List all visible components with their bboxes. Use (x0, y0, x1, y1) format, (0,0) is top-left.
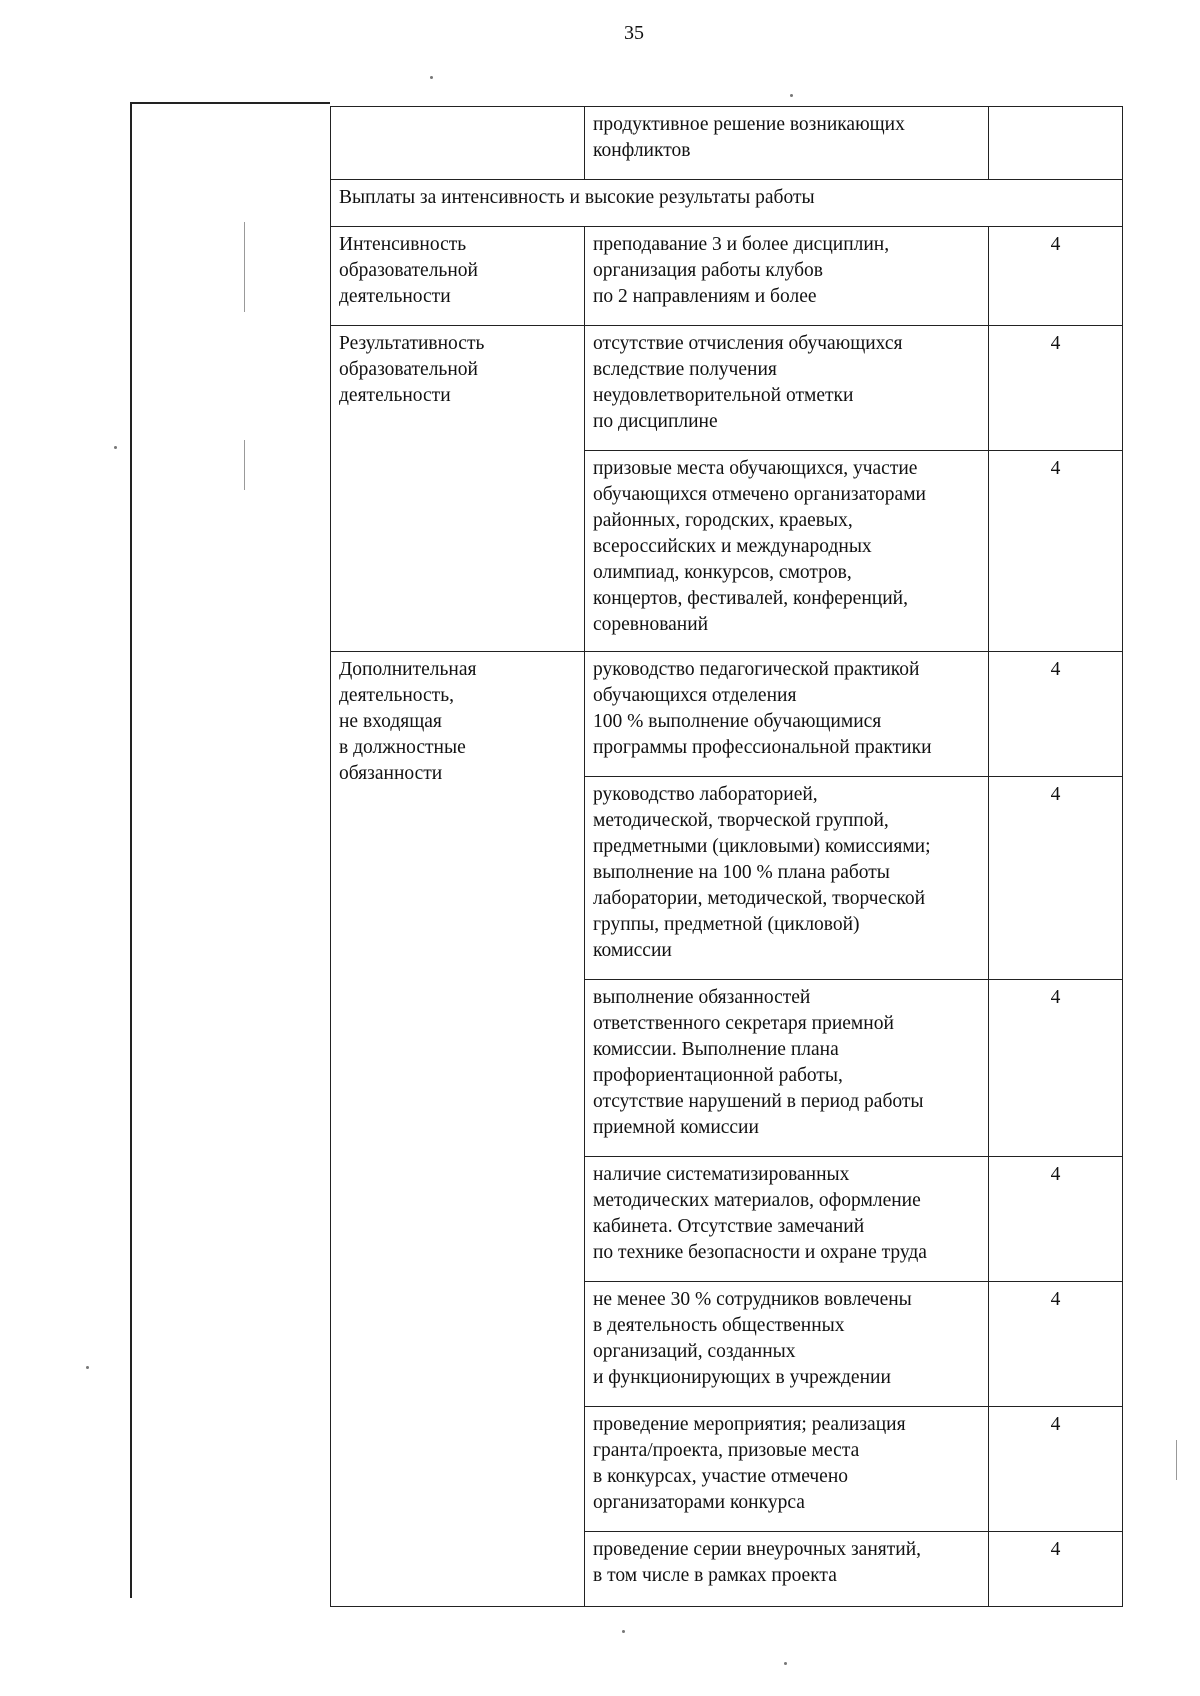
table-row (331, 107, 1123, 180)
scan-mark (1176, 1440, 1177, 1480)
left-margin-line (130, 102, 132, 1598)
scan-mark (244, 440, 245, 490)
indicator-cell: Результативность образовательной деятельности (331, 326, 585, 652)
table-row (331, 227, 1123, 326)
indicator-cell (331, 107, 585, 180)
criterion-cell: выполнение обязанностей ответственного секретаря приемной комиссии. Выполнение плана профориентационной работы, отсутствие нарушений в период работы приемной комиссии (585, 980, 989, 1157)
criterion-cell: руководство педагогической практикой обучающихся отделения 100 % выполнение обучающимися программы профессиональной практики (585, 652, 989, 777)
scan-speck (114, 446, 117, 449)
scan-mark (244, 222, 245, 312)
scan-speck (430, 76, 433, 79)
page-number: 35 (624, 22, 644, 44)
points-cell (989, 107, 1123, 180)
points-cell: 4 (989, 777, 1123, 980)
criterion-cell: преподавание 3 и более дисциплин, организация работы клубов по 2 направлениям и более (585, 227, 989, 326)
criteria-table (330, 106, 1123, 1607)
criterion-cell: проведение мероприятия; реализация гранта/проекта, призовые места в конкурсах, участие отмечено организаторами конкурса (585, 1407, 989, 1532)
points-cell: 4 (989, 451, 1123, 652)
scan-speck (784, 1662, 787, 1665)
section-row (331, 180, 1123, 227)
table-row (331, 326, 1123, 451)
criterion-cell: призовые места обучающихся, участие обучающихся отмечено организаторами районных, городских, краевых, всероссийских и международных олимпиад, конкурсов, смотров, концертов, фестивалей, конференций, соревнований (585, 451, 989, 652)
criterion-cell: руководство лабораторией, методической, творческой группой, предметными (цикловыми) комиссиями; выполнение на 100 % плана работы лаборатории, методической, творческой группы, предметной (цикловой) комиссии (585, 777, 989, 980)
points-cell: 4 (989, 1282, 1123, 1407)
scan-speck (790, 94, 793, 97)
criterion-cell: отсутствие отчисления обучающихся вследствие получения неудовлетворительной отметки по дисциплине (585, 326, 989, 451)
criterion-cell: наличие систематизированных методических материалов, оформление кабинета. Отсутствие замечаний по технике безопасности и охране труда (585, 1157, 989, 1282)
points-cell: 4 (989, 326, 1123, 451)
points-cell: 4 (989, 1407, 1123, 1532)
points-cell: 4 (989, 980, 1123, 1157)
scan-speck (86, 1366, 89, 1369)
points-cell: 4 (989, 652, 1123, 777)
margin-top-line (130, 102, 330, 104)
scan-speck (622, 1630, 625, 1633)
table-row (331, 652, 1123, 777)
criterion-cell: продуктивное решение возникающих конфликтов (585, 107, 989, 180)
criterion-cell: не менее 30 % сотрудников вовлечены в деятельность общественных организаций, созданных и функционирующих в учреждении (585, 1282, 989, 1407)
points-cell: 4 (989, 227, 1123, 326)
criterion-cell: проведение серии внеурочных занятий, в том числе в рамках проекта (585, 1532, 989, 1607)
points-cell: 4 (989, 1532, 1123, 1607)
indicator-cell: Интенсивность образовательной деятельности (331, 227, 585, 326)
indicator-cell: Дополнительная деятельность, не входящая в должностные обязанности (331, 652, 585, 1607)
section-title: Выплаты за интенсивность и высокие результаты работы (331, 180, 1123, 227)
points-cell: 4 (989, 1157, 1123, 1282)
